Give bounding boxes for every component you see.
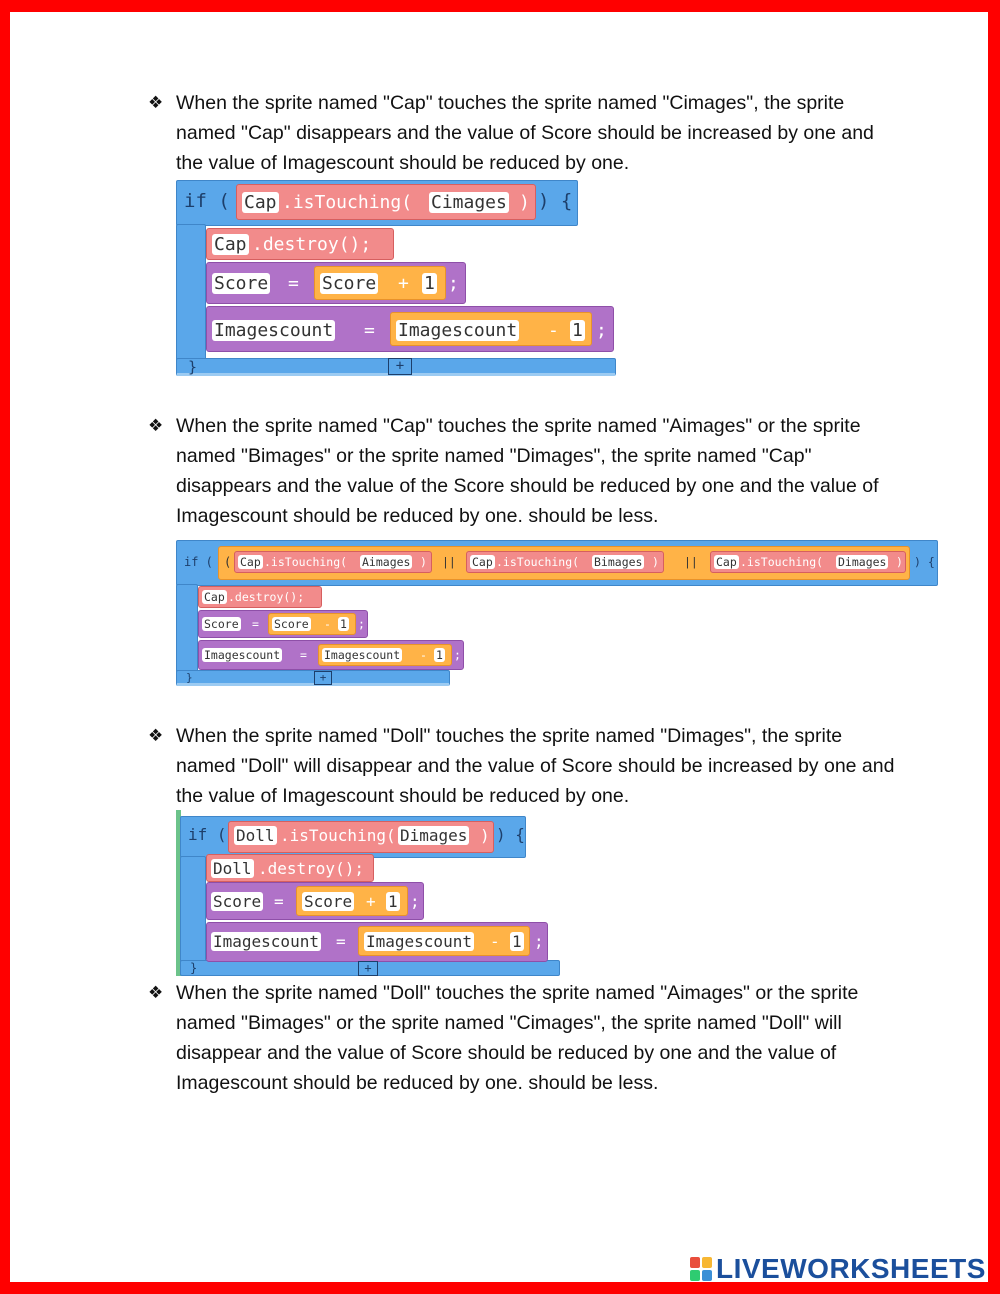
sprite-chip[interactable]: Cap <box>240 555 261 569</box>
assign-eq: = <box>274 892 284 911</box>
sprite-chip[interactable]: Cap <box>716 555 737 569</box>
imagescount-ref-chip[interactable]: Imagescount <box>324 648 401 662</box>
semicolon: ; <box>454 648 461 662</box>
score-ref-chip[interactable]: Score <box>322 273 377 294</box>
if-block-footer <box>176 670 450 686</box>
score-num-chip[interactable]: 1 <box>424 273 435 294</box>
add-statement-button[interactable]: + <box>358 961 378 976</box>
imagescount-var-chip[interactable]: Imagescount <box>204 648 281 662</box>
close-brace: } <box>188 358 198 376</box>
add-statement-button[interactable]: + <box>388 358 412 375</box>
touching-method: .isTouching( <box>740 555 824 569</box>
assign-eq: = <box>252 617 259 631</box>
touching-close: ) <box>896 555 903 569</box>
or-operator: || <box>442 555 456 569</box>
target-chip[interactable]: Aimages <box>362 555 411 569</box>
score-var-chip[interactable]: Score <box>213 892 262 911</box>
score-var-chip[interactable]: Score <box>204 617 239 631</box>
or-open-paren: ( <box>224 555 232 569</box>
semicolon: ; <box>358 617 365 631</box>
imagescount-ref-chip[interactable]: Imagescount <box>398 320 518 341</box>
code-block-2 <box>176 534 938 688</box>
touching-close: ) <box>652 555 659 569</box>
destroy-sprite-chip[interactable]: Cap <box>214 234 247 255</box>
target-chip[interactable]: Dimages <box>400 826 468 845</box>
semicolon: ; <box>534 932 544 951</box>
touching-close: ) <box>420 555 427 569</box>
if-keyword: if ( <box>184 555 213 569</box>
semicolon: ; <box>410 892 420 911</box>
destroy-call: .destroy(); <box>252 234 372 255</box>
instruction-1: When the sprite named "Cap" touches the sprite named "Cimages", the sprite named "Cap" disappears and the value of Score should be increased by one and the value of Imagescount should be reduced by one. <box>176 92 874 174</box>
code-block-3 <box>176 810 550 976</box>
score-op: - <box>324 617 331 631</box>
if-end: ) { <box>538 190 573 212</box>
if-end: ) { <box>914 555 935 569</box>
imagescount-num-chip[interactable]: 1 <box>572 320 583 341</box>
imagescount-op: - <box>490 932 500 951</box>
assign-eq: = <box>288 273 299 294</box>
assign-eq: = <box>336 932 346 951</box>
score-op: + <box>398 273 409 294</box>
touching-close: ) <box>519 192 530 213</box>
imagescount-num-chip[interactable]: 1 <box>512 932 522 951</box>
code-block-1 <box>176 178 616 378</box>
touching-method: .isTouching( <box>264 555 348 569</box>
score-num-chip[interactable]: 1 <box>388 892 398 911</box>
imagescount-op: - <box>420 648 427 662</box>
target-chip[interactable]: Cimages <box>431 192 507 213</box>
imagescount-var-chip[interactable]: Imagescount <box>214 320 334 341</box>
if-keyword: if ( <box>188 825 227 844</box>
assign-eq: = <box>364 320 375 341</box>
touching-close: ) <box>480 826 490 845</box>
target-chip[interactable]: Bimages <box>594 555 643 569</box>
destroy-call: .destroy(); <box>258 859 364 878</box>
if-block-spine <box>180 856 206 976</box>
close-brace: } <box>186 671 193 684</box>
bullet-icon: ❖ <box>148 983 164 1002</box>
bullet-icon: ❖ <box>148 93 164 112</box>
score-var-chip[interactable]: Score <box>214 273 269 294</box>
score-ref-chip[interactable]: Score <box>304 892 353 911</box>
touching-method: .isTouching( <box>280 826 396 845</box>
imagescount-op: - <box>548 320 559 341</box>
instruction-4: When the sprite named "Doll" touches the sprite named "Aimages" or the sprite named "Bimages" or the sprite named "Cimages", the sprite named "Doll" will disappear and the value of Score should be reduced by one and the value of Imagescount should be reduced by one. should be less. <box>176 982 859 1094</box>
if-end: ) { <box>496 825 525 844</box>
sprite-chip[interactable]: Doll <box>236 826 275 845</box>
touching-method: .isTouching( <box>282 192 413 213</box>
destroy-sprite-chip[interactable]: Doll <box>213 859 252 878</box>
destroy-sprite-chip[interactable]: Cap <box>204 590 225 604</box>
bullet-icon: ❖ <box>148 416 164 435</box>
if-keyword: if ( <box>184 190 230 212</box>
sprite-chip[interactable]: Cap <box>244 192 277 213</box>
semicolon: ; <box>596 320 607 341</box>
destroy-call: .destroy(); <box>228 590 305 604</box>
assign-eq: = <box>300 648 307 662</box>
liveworksheets-logo[interactable] <box>690 1254 986 1284</box>
if-block-spine <box>176 224 206 376</box>
or-operator: || <box>684 555 698 569</box>
sprite-chip[interactable]: Cap <box>472 555 493 569</box>
score-num-chip[interactable]: 1 <box>340 617 347 631</box>
logo-text: LIVEWORKSHEETS <box>716 1253 986 1284</box>
imagescount-var-chip[interactable]: Imagescount <box>213 932 319 951</box>
imagescount-ref-chip[interactable]: Imagescount <box>366 932 472 951</box>
target-chip[interactable]: Dimages <box>838 555 887 569</box>
instruction-2: When the sprite named "Cap" touches the sprite named "Aimages" or the sprite named "Bimages" or the sprite named "Dimages", the sprite named "Cap" disappears and the value of the Score should be reduced by one and the value of Imagescount should be reduced by one. should be less. <box>176 415 879 527</box>
logo-mark-icon <box>690 1257 712 1281</box>
bullet-icon: ❖ <box>148 726 164 745</box>
close-brace: } <box>190 961 198 975</box>
semicolon: ; <box>448 273 459 294</box>
imagescount-num-chip[interactable]: 1 <box>436 648 443 662</box>
add-statement-button[interactable]: + <box>314 671 332 685</box>
score-ref-chip[interactable]: Score <box>274 617 309 631</box>
instruction-3: When the sprite named "Doll" touches the sprite named "Dimages", the sprite named "Doll" will disappear and the value of Score should be increased by one and the value of Imagescount should be reduced by one. <box>176 725 895 807</box>
touching-method: .isTouching( <box>496 555 580 569</box>
score-op: + <box>366 892 376 911</box>
